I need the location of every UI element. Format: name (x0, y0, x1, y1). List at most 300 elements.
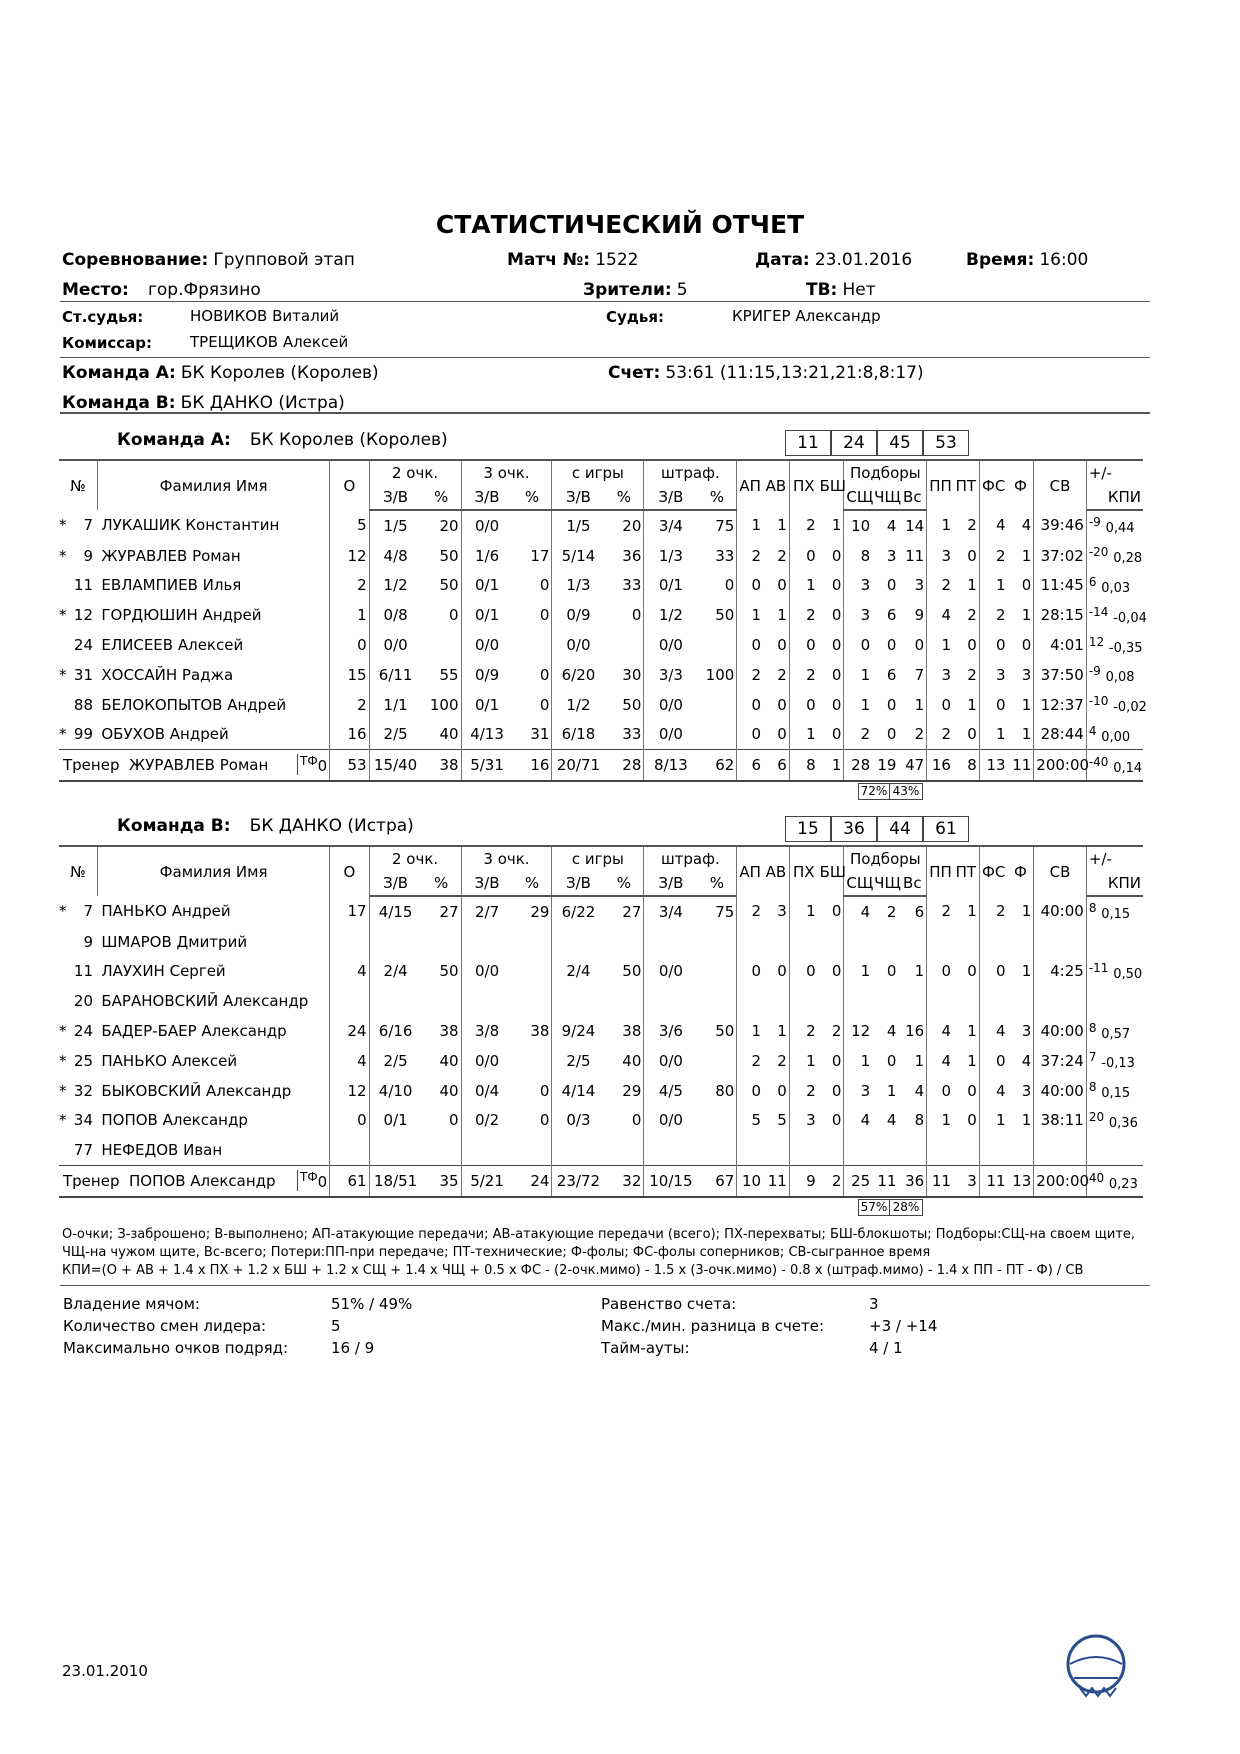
two-pct: 40 (439, 725, 459, 744)
competition-label: Соревнование: (62, 250, 209, 270)
ft-pct: 62 (697, 750, 736, 781)
plus-minus: -10 (1088, 694, 1109, 709)
jersey-number: 9 (83, 546, 93, 565)
col-def-reb: СЩ (844, 871, 872, 896)
kpi: 0,44 (1105, 521, 1135, 537)
team-a-quarter-score: 53 (923, 430, 969, 456)
plus-minus: -11 (1088, 960, 1109, 975)
av (763, 927, 789, 957)
fouls-drawn: 0 (979, 957, 1007, 987)
fg-pct (604, 630, 643, 660)
team-b-row (62, 393, 345, 413)
starter-mark: * (59, 1051, 67, 1070)
fouls: 0 (1021, 636, 1032, 655)
tot-reb: 4 (914, 1081, 925, 1100)
blocks (818, 1135, 844, 1165)
def-reb: 1 (844, 957, 872, 987)
fg-pct: 36 (622, 546, 642, 565)
plus-minus-kpi (1086, 571, 1143, 601)
two-pct: 55 (439, 665, 459, 684)
fouls: 1 (1021, 725, 1032, 744)
player-number (59, 571, 97, 601)
kpi: 0,00 (1101, 729, 1131, 745)
col-av: АВ (763, 460, 789, 510)
fouls (1008, 927, 1034, 957)
team-a-quarter-score: 11 (785, 430, 831, 456)
team-a-label: Команда А: (62, 363, 176, 383)
kpi: 0,15 (1101, 1086, 1131, 1102)
points: 0 (330, 1106, 369, 1136)
plus-minus-kpi (1086, 1106, 1143, 1136)
col-pct: % (422, 871, 461, 896)
time-played (1034, 986, 1087, 1016)
plus-minus: 8 (1088, 1020, 1097, 1035)
off-reb: 19 (872, 750, 898, 781)
av: 0 (777, 1081, 787, 1100)
jersey-number: 24 (73, 636, 93, 655)
off-reb (872, 1135, 898, 1165)
jersey-number: 25 (73, 1051, 93, 1070)
fg-pct: 33 (622, 725, 642, 744)
ap: 1 (737, 510, 763, 541)
time-played: 11:45 (1034, 571, 1087, 601)
points: 53 (330, 750, 369, 781)
player-row (59, 510, 1143, 541)
points: 5 (330, 510, 369, 541)
jersey-number: 32 (73, 1081, 93, 1100)
tot-reb: 47 (898, 750, 926, 781)
col-ap: АП (737, 460, 763, 510)
fg-made: 2/5 (552, 1046, 605, 1076)
max-run-value: 16 / 9 (331, 1339, 375, 1357)
time-played: 37:02 (1034, 541, 1087, 571)
jersey-number: 7 (83, 902, 93, 921)
blocks: 0 (831, 962, 842, 981)
player-row (59, 690, 1143, 720)
plus-minus-kpi (1086, 1016, 1143, 1046)
plus-minus-kpi (1086, 1135, 1143, 1165)
summary-row (63, 1315, 1063, 1337)
two-pct: 50 (439, 576, 459, 595)
blocks (818, 986, 844, 1016)
ft-made (644, 927, 698, 957)
ft-pct: 67 (697, 1166, 736, 1197)
player-row (59, 720, 1143, 750)
fouls: 1 (1021, 962, 1032, 981)
fg-made: 5/14 (552, 541, 605, 571)
steals (789, 1135, 817, 1165)
player-row (59, 660, 1143, 690)
ft-made: 0/0 (644, 957, 698, 987)
ft-made (644, 986, 698, 1016)
kpi: 0,57 (1101, 1026, 1131, 1042)
col-made: З/В (552, 485, 605, 510)
three-made: 0/0 (461, 630, 513, 660)
two-made: 0/8 (369, 600, 422, 630)
fouls: 3 (1021, 665, 1032, 684)
time-played: 40:00 (1034, 896, 1087, 927)
tech-turnovers: 0 (967, 546, 977, 565)
three-made: 0/2 (461, 1106, 513, 1136)
plus-minus: 7 (1088, 1050, 1097, 1065)
player-number (59, 660, 97, 690)
steals (789, 927, 817, 957)
tf-label: ТФ (300, 1170, 318, 1185)
pass-turnovers: 2 (927, 720, 953, 750)
player-name: БЕЛОКОПЫТОВ Андрей (101, 695, 287, 714)
player-name: НЕФЕДОВ Иван (101, 1141, 223, 1160)
starter-mark: * (59, 606, 67, 625)
ap: 2 (737, 1046, 763, 1076)
def-reb: 0 (844, 630, 872, 660)
ap (737, 1135, 763, 1165)
points: 4 (330, 957, 369, 987)
fouls-drawn: 1 (979, 720, 1007, 750)
player-row (59, 541, 1143, 571)
tot-reb: 1 (914, 695, 925, 714)
jersey-number: 20 (73, 992, 93, 1011)
col-rebounds: Подборы (844, 460, 927, 485)
header-row (59, 846, 1143, 871)
player-row (59, 630, 1143, 660)
steals: 1 (789, 720, 817, 750)
col-pt: ПТ (953, 460, 979, 510)
col-bsh: БШ (818, 846, 844, 896)
two-pct: 0 (448, 1111, 459, 1130)
col-pct: % (697, 485, 736, 510)
three-made: 2/7 (461, 896, 513, 927)
tech-turnovers: 1 (967, 576, 977, 595)
col-free-throws: штраф. (644, 846, 737, 871)
def-reb (844, 1135, 872, 1165)
player-row (59, 1135, 1143, 1165)
points: 17 (330, 896, 369, 927)
tech-turnovers: 1 (967, 1022, 977, 1041)
player-name: ЛУКАШИК Константин (101, 516, 280, 535)
plus-minus-kpi (1086, 600, 1147, 630)
pass-turnovers: 0 (927, 957, 953, 987)
jersey-number: 7 (83, 516, 93, 535)
two-pct: 38 (439, 1022, 459, 1041)
chief-referee-label: Ст.судья: (62, 308, 144, 326)
two-made: 4/8 (369, 541, 422, 571)
ft-made: 3/6 (644, 1016, 698, 1046)
fouls-drawn: 0 (979, 1046, 1007, 1076)
ap: 6 (737, 750, 763, 781)
ft-made: 0/0 (644, 1106, 698, 1136)
blocks: 0 (831, 902, 842, 921)
pass-turnovers: 0 (927, 690, 953, 720)
player-name: ЕЛИСЕЕВ Алексей (101, 636, 244, 655)
commissioner-label-cell (62, 333, 152, 352)
two-pct: 40 (439, 1081, 459, 1100)
fouls: 3 (1021, 1081, 1032, 1100)
points: 2 (330, 571, 369, 601)
tot-reb: 9 (914, 606, 925, 625)
two-made: 15/40 (369, 750, 422, 781)
ties-value: 3 (869, 1295, 879, 1313)
team-a-row (62, 363, 379, 383)
report-title: СТАТИСТИЧЕСКИЙ ОТЧЕТ (435, 210, 805, 239)
pass-turnovers: 2 (927, 896, 953, 927)
points: 61 (330, 1166, 369, 1197)
kpi: 0,08 (1105, 670, 1135, 686)
two-pct (422, 927, 461, 957)
three-pct (513, 957, 552, 987)
coach-label: Тренер (63, 756, 120, 775)
player-number (59, 986, 97, 1016)
def-reb: 2 (844, 720, 872, 750)
tot-reb: 8 (914, 1111, 925, 1130)
av: 6 (763, 750, 789, 781)
commissioner-value: ТРЕЩИКОВ Алексей (190, 333, 349, 351)
ft-pct: 50 (715, 606, 735, 625)
team-a-quarter-score: 45 (877, 430, 923, 456)
plus-minus-kpi (1086, 541, 1143, 571)
ap: 2 (737, 541, 763, 571)
chief-referee-value: НОВИКОВ Виталий (190, 307, 340, 325)
tech-turnovers: 3 (953, 1166, 979, 1197)
col-number: № (59, 460, 97, 510)
three-made (461, 986, 513, 1016)
steals: 2 (789, 600, 817, 630)
team-b-section-title (117, 816, 414, 836)
av (763, 986, 789, 1016)
two-made: 1/2 (369, 571, 422, 601)
plus-minus: 8 (1088, 901, 1097, 916)
summary-table (63, 1293, 1063, 1359)
col-two-points: 2 очк. (369, 846, 461, 871)
tv-row (806, 280, 876, 300)
av (763, 1135, 789, 1165)
two-made: 0/1 (369, 1106, 422, 1136)
fg-made: 1/2 (552, 690, 605, 720)
player-number (59, 927, 97, 957)
date-value: 23.01.2016 (814, 250, 913, 270)
team-a-section-label: Команда А: (117, 430, 231, 450)
two-pct: 35 (422, 1166, 461, 1197)
player-row (59, 986, 1143, 1016)
two-pct: 50 (439, 546, 459, 565)
plus-minus-kpi (1086, 957, 1143, 987)
viewers-value: 5 (676, 280, 688, 300)
col-ph: ПХ (789, 846, 817, 896)
tech-turnovers: 2 (967, 665, 977, 684)
pass-turnovers: 4 (927, 1046, 953, 1076)
fouls: 1 (1021, 606, 1032, 625)
plus-minus: 20 (1088, 1109, 1105, 1124)
three-made: 5/21 (461, 1166, 513, 1197)
player-name: ЕВЛАМПИЕВ Илья (101, 576, 242, 595)
fg-made: 0/3 (552, 1106, 605, 1136)
player-number (59, 1106, 97, 1136)
player-number (59, 720, 97, 750)
team-a-section-title (117, 430, 448, 450)
col-free-throws: штраф. (644, 460, 737, 485)
fouls-drawn: 1 (979, 1106, 1007, 1136)
col-bsh: БШ (818, 460, 844, 510)
three-made: 5/31 (461, 750, 513, 781)
col-points: О (330, 846, 369, 896)
time-played: 39:46 (1034, 510, 1087, 541)
referee-label: Судья: (606, 308, 665, 326)
player-name: ПАНЬКО Андрей (101, 902, 231, 921)
tech-turnovers: 2 (967, 516, 977, 535)
fg-pct (604, 927, 643, 957)
fg-made: 6/22 (552, 896, 605, 927)
two-pct: 38 (422, 750, 461, 781)
place-value: гор.Фрязино (147, 280, 261, 300)
blocks: 0 (831, 1111, 842, 1130)
two-made: 4/10 (369, 1076, 422, 1106)
kpi: 0,23 (1108, 1176, 1138, 1192)
col-kpi: КПИ (1086, 871, 1143, 896)
kpi: 0,03 (1101, 580, 1131, 596)
steals: 2 (789, 1076, 817, 1106)
ap: 0 (737, 1076, 763, 1106)
jersey-number: 11 (73, 962, 93, 981)
two-made: 1/5 (369, 510, 422, 541)
player-row (59, 1106, 1143, 1136)
fg-made: 6/18 (552, 720, 605, 750)
off-reb: 4 (886, 1111, 897, 1130)
kpi: 0,36 (1108, 1115, 1138, 1131)
summary-row (63, 1293, 1063, 1315)
fg-pct: 27 (622, 902, 642, 921)
plus-minus: -14 (1088, 604, 1109, 619)
col-sv: СВ (1034, 846, 1087, 896)
technical-fouls (297, 1170, 327, 1191)
blocks: 1 (818, 750, 844, 781)
fg-made: 9/24 (552, 1016, 605, 1046)
three-made: 0/0 (461, 510, 513, 541)
player-name: ПАНЬКО Алексей (101, 1051, 238, 1070)
two-pct: 0 (448, 606, 459, 625)
three-pct: 0 (539, 1081, 550, 1100)
starter-mark: * (59, 516, 67, 535)
ap: 2 (737, 660, 763, 690)
fg-pct: 32 (604, 1166, 643, 1197)
fg-pct (604, 1135, 643, 1165)
av: 0 (777, 636, 787, 655)
def-reb: 8 (844, 541, 872, 571)
player-number (59, 630, 97, 660)
three-pct (513, 510, 552, 541)
steals: 0 (789, 630, 817, 660)
pass-turnovers: 2 (927, 571, 953, 601)
points: 24 (330, 1016, 369, 1046)
time-played: 200:00 (1034, 1166, 1087, 1197)
tf-label: ТФ (300, 754, 318, 769)
col-sv: СВ (1034, 460, 1087, 510)
fouls-drawn: 1 (979, 571, 1007, 601)
three-pct: 0 (539, 665, 550, 684)
team-b-value: БК ДАНКО (Истра) (180, 393, 345, 413)
coach-label: Тренер (63, 1172, 120, 1191)
ft-made: 0/1 (644, 571, 698, 601)
divider (60, 412, 1150, 414)
player-name: ЖУРАВЛЕВ Роман (101, 546, 241, 565)
kpi: 0,15 (1101, 907, 1131, 923)
player-number (59, 1016, 97, 1046)
three-made: 0/1 (461, 690, 513, 720)
tot-reb: 0 (914, 636, 925, 655)
pass-turnovers: 3 (927, 660, 953, 690)
fouls-drawn (979, 986, 1007, 1016)
tot-reb: 2 (914, 725, 925, 744)
three-made: 0/0 (461, 957, 513, 987)
ft-pct: 0 (724, 576, 735, 595)
two-made: 1/1 (369, 690, 422, 720)
three-pct (513, 1046, 552, 1076)
three-made: 0/1 (461, 600, 513, 630)
fg-made: 1/3 (552, 571, 605, 601)
fg-pct: 0 (631, 606, 642, 625)
col-ph: ПХ (789, 460, 817, 510)
col-pct: % (422, 485, 461, 510)
ap: 0 (737, 957, 763, 987)
team-b-quarter-score: 61 (923, 816, 969, 842)
two-pct: 100 (429, 695, 459, 714)
steals: 1 (789, 571, 817, 601)
player-number (59, 541, 97, 571)
ft-pct: 100 (705, 665, 735, 684)
starter-mark: * (59, 665, 67, 684)
def-reb: 4 (844, 1106, 872, 1136)
fouls: 1 (1021, 1111, 1032, 1130)
tech-turnovers: 0 (967, 1081, 977, 1100)
ft-pct (697, 986, 736, 1016)
team-total-row (59, 750, 1143, 781)
time-played (1034, 927, 1087, 957)
fg-made: 0/9 (552, 600, 605, 630)
def-reb: 1 (844, 660, 872, 690)
plus-minus-kpi (1086, 720, 1143, 750)
date-row (755, 250, 912, 270)
ft-pct: 50 (715, 1022, 735, 1041)
points: 2 (330, 690, 369, 720)
three-pct (513, 927, 552, 957)
pass-turnovers: 16 (927, 750, 953, 781)
steals: 9 (789, 1166, 817, 1197)
three-pct: 0 (539, 695, 550, 714)
jersey-number: 88 (73, 695, 93, 714)
two-made (369, 1135, 422, 1165)
player-name: ГОРДЮШИН Андрей (101, 606, 262, 625)
points (330, 927, 369, 957)
team-b-section-label: Команда В: (117, 816, 231, 836)
score-row (608, 363, 924, 383)
steals: 2 (789, 510, 817, 541)
time-played: 38:11 (1034, 1106, 1087, 1136)
fg-pct: 29 (622, 1081, 642, 1100)
ft-made: 0/0 (644, 630, 698, 660)
off-reb: 0 (886, 1051, 897, 1070)
ft-pct (697, 1046, 736, 1076)
plus-minus: 8 (1088, 1080, 1097, 1095)
plus-minus-kpi (1086, 1166, 1143, 1197)
off-reb-pct: 43% (889, 783, 923, 800)
pass-turnovers: 0 (927, 1076, 953, 1106)
plus-minus-kpi (1086, 660, 1143, 690)
tech-turnovers: 8 (953, 750, 979, 781)
blocks: 2 (831, 1022, 842, 1041)
plus-minus-kpi (1086, 1076, 1143, 1106)
col-three-points: 3 очк. (461, 460, 552, 485)
col-number: № (59, 846, 97, 896)
three-pct (513, 630, 552, 660)
pass-turnovers: 3 (927, 541, 953, 571)
